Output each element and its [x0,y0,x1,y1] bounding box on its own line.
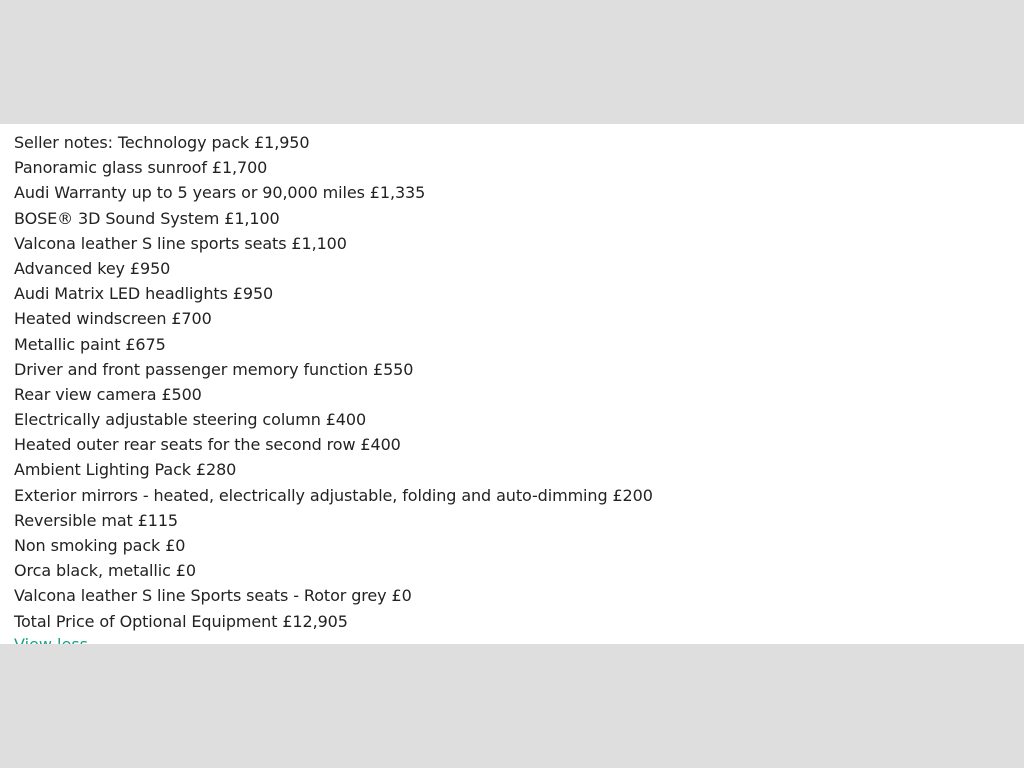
seller-notes-list [14,130,653,634]
seller-notes-total: Total Price of Optional Equipment £12,905 [14,611,348,631]
seller-notes-line: Seller notes: Technology pack £1,950 [14,133,310,152]
seller-notes-line: Orca black, metallic £0 [14,561,196,581]
seller-notes-line: BOSE® 3D Sound System £1,100 [14,208,280,228]
seller-notes-line: Reversible mat £115 [14,510,179,530]
bottom-background [0,644,1024,768]
seller-notes-line: Rear view camera £500 [14,384,202,404]
seller-notes-line: Electrically adjustable steering column £400 [14,410,367,430]
seller-notes-line: Heated outer rear seats for the second row £400 [14,435,401,455]
seller-notes-line: Exterior mirrors - heated, electrically adjustable, folding and auto-dimming £200 [14,485,653,505]
seller-notes-line: Metallic paint £675 [14,334,166,354]
seller-notes-line: Audi Warranty up to 5 years or 90,000 miles £1,335 [14,183,426,203]
seller-notes-line: Audi Matrix LED headlights £950 [14,284,274,304]
seller-notes-line: Valcona leather S line Sports seats - Rotor grey £0 [14,586,412,606]
seller-notes-line: Non smoking pack £0 [14,536,186,555]
seller-notes-line: Panoramic glass sunroof £1,700 [14,158,268,178]
seller-notes-line: Valcona leather S line sports seats £1,100 [14,233,347,253]
seller-notes-line: Ambient Lighting Pack £280 [14,460,237,480]
seller-notes-line: Driver and front passenger memory function £550 [14,359,414,379]
seller-notes-line: Heated windscreen £700 [14,309,212,329]
top-background [0,0,1024,124]
seller-notes-panel [0,124,1024,644]
seller-notes-line: Advanced key £950 [14,258,171,278]
